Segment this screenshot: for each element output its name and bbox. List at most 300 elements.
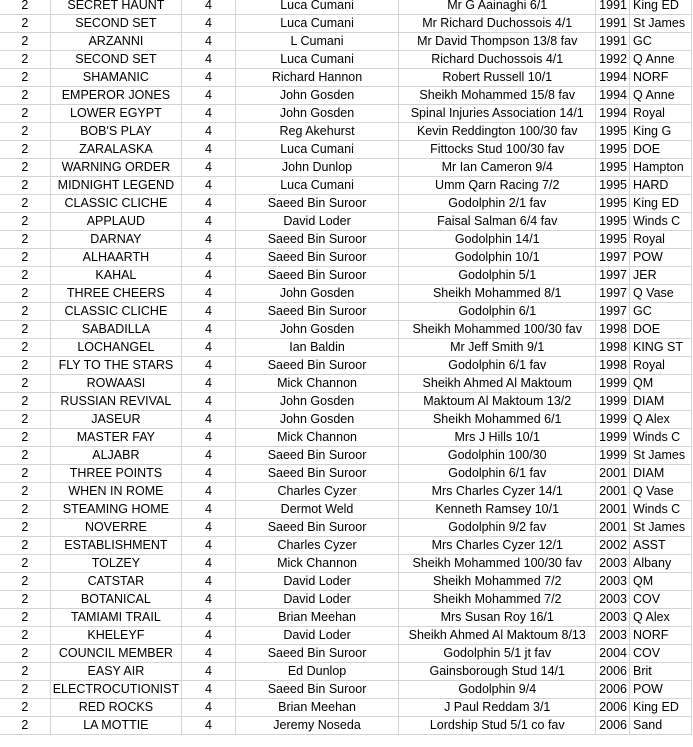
- age-cell[interactable]: 2: [0, 537, 50, 555]
- race-cell[interactable]: DIAM: [629, 393, 691, 411]
- owner-odds-cell[interactable]: Godolphin 14/1: [399, 231, 596, 249]
- trainer-cell[interactable]: Luca Cumani: [235, 0, 399, 15]
- age-cell[interactable]: 2: [0, 447, 50, 465]
- owner-odds-cell[interactable]: Mrs Charles Cyzer 12/1: [399, 537, 596, 555]
- age-cell[interactable]: 2: [0, 123, 50, 141]
- race-cell[interactable]: Hampton: [629, 159, 691, 177]
- trainer-cell[interactable]: Saeed Bin Suroor: [235, 447, 399, 465]
- owner-odds-cell[interactable]: Gainsborough Stud 14/1: [399, 663, 596, 681]
- race-cell[interactable]: DOE: [629, 321, 691, 339]
- age-cell[interactable]: 2: [0, 699, 50, 717]
- race-cell[interactable]: DIAM: [629, 465, 691, 483]
- owner-odds-cell[interactable]: Sheikh Mohammed 7/2: [399, 573, 596, 591]
- group-cell[interactable]: 4: [182, 0, 236, 15]
- group-cell[interactable]: 4: [182, 429, 236, 447]
- horse-cell[interactable]: ARZANNI: [50, 33, 181, 51]
- age-cell[interactable]: 2: [0, 609, 50, 627]
- year-cell[interactable]: 1994: [596, 87, 630, 105]
- age-cell[interactable]: 2: [0, 339, 50, 357]
- owner-odds-cell[interactable]: Sheikh Mohammed 7/2: [399, 591, 596, 609]
- age-cell[interactable]: 2: [0, 15, 50, 33]
- horse-cell[interactable]: COUNCIL MEMBER: [50, 645, 181, 663]
- owner-odds-cell[interactable]: Sheikh Mohammed 8/1: [399, 285, 596, 303]
- horse-cell[interactable]: THREE CHEERS: [50, 285, 181, 303]
- age-cell[interactable]: 2: [0, 177, 50, 195]
- year-cell[interactable]: 2002: [596, 537, 630, 555]
- group-cell[interactable]: 4: [182, 15, 236, 33]
- table-row: [0, 195, 692, 213]
- owner-odds-cell[interactable]: J Paul Reddam 3/1: [399, 699, 596, 717]
- race-cell[interactable]: GC: [629, 33, 691, 51]
- horse-cell[interactable]: THREE POINTS: [50, 465, 181, 483]
- table-row: [0, 519, 692, 537]
- age-cell[interactable]: 2: [0, 249, 50, 267]
- age-cell[interactable]: 2: [0, 285, 50, 303]
- race-cell[interactable]: Winds C: [629, 501, 691, 519]
- group-cell[interactable]: 4: [182, 321, 236, 339]
- group-cell[interactable]: 4: [182, 33, 236, 51]
- year-cell[interactable]: 1991: [596, 15, 630, 33]
- group-cell[interactable]: 4: [182, 591, 236, 609]
- table-row: [0, 537, 692, 555]
- horse-cell[interactable]: ROWAASI: [50, 375, 181, 393]
- trainer-cell[interactable]: John Gosden: [235, 87, 399, 105]
- owner-odds-cell[interactable]: Sheikh Mohammed 100/30 fav: [399, 321, 596, 339]
- age-cell[interactable]: 2: [0, 501, 50, 519]
- age-cell[interactable]: 2: [0, 555, 50, 573]
- race-cell[interactable]: NORF: [629, 69, 691, 87]
- horse-cell[interactable]: TOLZEY: [50, 555, 181, 573]
- horse-cell[interactable]: EMPEROR JONES: [50, 87, 181, 105]
- race-cell[interactable]: Sand: [629, 717, 691, 735]
- group-cell[interactable]: 4: [182, 177, 236, 195]
- age-cell[interactable]: 2: [0, 213, 50, 231]
- horse-cell[interactable]: MASTER FAY: [50, 429, 181, 447]
- horse-cell[interactable]: SECOND SET: [50, 51, 181, 69]
- owner-odds-cell[interactable]: Mr G Aainaghi 6/1: [399, 0, 596, 15]
- race-cell[interactable]: COV: [629, 645, 691, 663]
- race-cell[interactable]: ASST: [629, 537, 691, 555]
- year-cell[interactable]: 1995: [596, 231, 630, 249]
- owner-odds-cell[interactable]: Godolphin 9/2 fav: [399, 519, 596, 537]
- race-cell[interactable]: St James: [629, 15, 691, 33]
- group-cell[interactable]: 4: [182, 159, 236, 177]
- trainer-cell[interactable]: Ed Dunlop: [235, 663, 399, 681]
- owner-odds-cell[interactable]: Sheikh Ahmed Al Maktoum 8/13: [399, 627, 596, 645]
- owner-odds-cell[interactable]: Richard Duchossois 4/1: [399, 51, 596, 69]
- trainer-cell[interactable]: John Gosden: [235, 321, 399, 339]
- age-cell[interactable]: 2: [0, 429, 50, 447]
- trainer-cell[interactable]: David Loder: [235, 213, 399, 231]
- trainer-cell[interactable]: Brian Meehan: [235, 699, 399, 717]
- age-cell[interactable]: 2: [0, 195, 50, 213]
- table-row: [0, 15, 692, 33]
- trainer-cell[interactable]: Saeed Bin Suroor: [235, 267, 399, 285]
- trainer-cell[interactable]: Saeed Bin Suroor: [235, 231, 399, 249]
- owner-odds-cell[interactable]: Spinal Injuries Association 14/1: [399, 105, 596, 123]
- owner-odds-cell[interactable]: Faisal Salman 6/4 fav: [399, 213, 596, 231]
- race-cell[interactable]: Royal: [629, 231, 691, 249]
- age-cell[interactable]: 2: [0, 393, 50, 411]
- age-cell[interactable]: 2: [0, 411, 50, 429]
- age-cell[interactable]: 2: [0, 51, 50, 69]
- race-cell[interactable]: Q Anne: [629, 87, 691, 105]
- age-cell[interactable]: 2: [0, 267, 50, 285]
- owner-odds-cell[interactable]: Umm Qarn Racing 7/2: [399, 177, 596, 195]
- horse-cell[interactable]: SABADILLA: [50, 321, 181, 339]
- age-cell[interactable]: 2: [0, 105, 50, 123]
- race-cell[interactable]: HARD: [629, 177, 691, 195]
- horse-cell[interactable]: SECOND SET: [50, 15, 181, 33]
- race-cell[interactable]: St James: [629, 519, 691, 537]
- group-cell[interactable]: 4: [182, 87, 236, 105]
- group-cell[interactable]: 4: [182, 231, 236, 249]
- group-cell[interactable]: 4: [182, 249, 236, 267]
- year-cell[interactable]: 2006: [596, 699, 630, 717]
- race-cell[interactable]: King ED: [629, 195, 691, 213]
- trainer-cell[interactable]: L Cumani: [235, 33, 399, 51]
- race-cell[interactable]: JER: [629, 267, 691, 285]
- group-cell[interactable]: 4: [182, 393, 236, 411]
- trainer-cell[interactable]: John Gosden: [235, 285, 399, 303]
- trainer-cell[interactable]: Jeremy Noseda: [235, 717, 399, 735]
- age-cell[interactable]: 2: [0, 573, 50, 591]
- group-cell[interactable]: 4: [182, 285, 236, 303]
- race-cell[interactable]: Brit: [629, 663, 691, 681]
- trainer-cell[interactable]: Saeed Bin Suroor: [235, 465, 399, 483]
- year-cell[interactable]: 2006: [596, 681, 630, 699]
- age-cell[interactable]: 2: [0, 0, 50, 15]
- year-cell[interactable]: 2003: [596, 609, 630, 627]
- race-cell[interactable]: QM: [629, 375, 691, 393]
- horse-cell[interactable]: ZARALASKA: [50, 141, 181, 159]
- trainer-cell[interactable]: David Loder: [235, 573, 399, 591]
- owner-odds-cell[interactable]: Godolphin 5/1: [399, 267, 596, 285]
- year-cell[interactable]: 1995: [596, 177, 630, 195]
- horse-cell[interactable]: NOVERRE: [50, 519, 181, 537]
- group-cell[interactable]: 4: [182, 555, 236, 573]
- owner-odds-cell[interactable]: Robert Russell 10/1: [399, 69, 596, 87]
- year-cell[interactable]: 2001: [596, 501, 630, 519]
- table-row: [0, 501, 692, 519]
- owner-odds-cell[interactable]: Kenneth Ramsey 10/1: [399, 501, 596, 519]
- trainer-cell[interactable]: Saeed Bin Suroor: [235, 195, 399, 213]
- race-cell[interactable]: KING ST: [629, 339, 691, 357]
- race-cell[interactable]: Winds C: [629, 213, 691, 231]
- year-cell[interactable]: 2001: [596, 519, 630, 537]
- year-cell[interactable]: 1991: [596, 0, 630, 15]
- race-cell[interactable]: Q Vase: [629, 285, 691, 303]
- age-cell[interactable]: 2: [0, 483, 50, 501]
- race-cell[interactable]: Royal: [629, 105, 691, 123]
- horse-cell[interactable]: ESTABLISHMENT: [50, 537, 181, 555]
- race-cell[interactable]: POW: [629, 249, 691, 267]
- age-cell[interactable]: 2: [0, 645, 50, 663]
- race-cell[interactable]: DOE: [629, 141, 691, 159]
- trainer-cell[interactable]: Luca Cumani: [235, 141, 399, 159]
- group-cell[interactable]: 4: [182, 663, 236, 681]
- year-cell[interactable]: 2003: [596, 555, 630, 573]
- year-cell[interactable]: 1997: [596, 267, 630, 285]
- group-cell[interactable]: 4: [182, 609, 236, 627]
- owner-odds-cell[interactable]: Godolphin 6/1 fav: [399, 465, 596, 483]
- race-cell[interactable]: King ED: [629, 0, 691, 15]
- trainer-cell[interactable]: Mick Channon: [235, 375, 399, 393]
- year-cell[interactable]: 1999: [596, 411, 630, 429]
- year-cell[interactable]: 2003: [596, 591, 630, 609]
- age-cell[interactable]: 2: [0, 141, 50, 159]
- race-cell[interactable]: King G: [629, 123, 691, 141]
- owner-odds-cell[interactable]: Lordship Stud 5/1 co fav: [399, 717, 596, 735]
- trainer-cell[interactable]: Charles Cyzer: [235, 483, 399, 501]
- owner-odds-cell[interactable]: Godolphin 6/1 fav: [399, 357, 596, 375]
- year-cell[interactable]: 1995: [596, 195, 630, 213]
- year-cell[interactable]: 2006: [596, 663, 630, 681]
- owner-odds-cell[interactable]: Fittocks Stud 100/30 fav: [399, 141, 596, 159]
- horse-cell[interactable]: SECRET HAUNT: [50, 0, 181, 15]
- owner-odds-cell[interactable]: Godolphin 100/30: [399, 447, 596, 465]
- horse-cell[interactable]: KHELEYF: [50, 627, 181, 645]
- horse-cell[interactable]: LOWER EGYPT: [50, 105, 181, 123]
- group-cell[interactable]: 4: [182, 465, 236, 483]
- owner-odds-cell[interactable]: Mr Jeff Smith 9/1: [399, 339, 596, 357]
- year-cell[interactable]: 1992: [596, 51, 630, 69]
- horse-cell[interactable]: SHAMANIC: [50, 69, 181, 87]
- race-cell[interactable]: Winds C: [629, 429, 691, 447]
- year-cell[interactable]: 1999: [596, 393, 630, 411]
- horse-cell[interactable]: STEAMING HOME: [50, 501, 181, 519]
- age-cell[interactable]: 2: [0, 69, 50, 87]
- table-row: [0, 627, 692, 645]
- owner-odds-cell[interactable]: Sheikh Mohammed 6/1: [399, 411, 596, 429]
- trainer-cell[interactable]: John Gosden: [235, 393, 399, 411]
- trainer-cell[interactable]: Richard Hannon: [235, 69, 399, 87]
- trainer-cell[interactable]: Mick Channon: [235, 555, 399, 573]
- age-cell[interactable]: 2: [0, 627, 50, 645]
- trainer-cell[interactable]: Saeed Bin Suroor: [235, 645, 399, 663]
- trainer-cell[interactable]: Saeed Bin Suroor: [235, 303, 399, 321]
- year-cell[interactable]: 1995: [596, 141, 630, 159]
- horse-cell[interactable]: WHEN IN ROME: [50, 483, 181, 501]
- race-cell[interactable]: COV: [629, 591, 691, 609]
- race-cell[interactable]: St James: [629, 447, 691, 465]
- horse-cell[interactable]: LOCHANGEL: [50, 339, 181, 357]
- year-cell[interactable]: 1999: [596, 429, 630, 447]
- year-cell[interactable]: 1999: [596, 447, 630, 465]
- year-cell[interactable]: 1998: [596, 321, 630, 339]
- horse-cell[interactable]: DARNAY: [50, 231, 181, 249]
- age-cell[interactable]: 2: [0, 591, 50, 609]
- group-cell[interactable]: 4: [182, 69, 236, 87]
- owner-odds-cell[interactable]: Maktoum Al Maktoum 13/2: [399, 393, 596, 411]
- year-cell[interactable]: 1991: [596, 33, 630, 51]
- trainer-cell[interactable]: Saeed Bin Suroor: [235, 357, 399, 375]
- group-cell[interactable]: 4: [182, 717, 236, 735]
- horse-cell[interactable]: ALJABR: [50, 447, 181, 465]
- owner-odds-cell[interactable]: Mr Ian Cameron 9/4: [399, 159, 596, 177]
- group-cell[interactable]: 4: [182, 573, 236, 591]
- trainer-cell[interactable]: Dermot Weld: [235, 501, 399, 519]
- race-cell[interactable]: Q Anne: [629, 51, 691, 69]
- trainer-cell[interactable]: Mick Channon: [235, 429, 399, 447]
- group-cell[interactable]: 4: [182, 447, 236, 465]
- age-cell[interactable]: 2: [0, 519, 50, 537]
- table-row: [0, 393, 692, 411]
- year-cell[interactable]: 2003: [596, 627, 630, 645]
- age-cell[interactable]: 2: [0, 87, 50, 105]
- age-cell[interactable]: 2: [0, 231, 50, 249]
- group-cell[interactable]: 4: [182, 105, 236, 123]
- age-cell[interactable]: 2: [0, 375, 50, 393]
- age-cell[interactable]: 2: [0, 465, 50, 483]
- trainer-cell[interactable]: John Gosden: [235, 105, 399, 123]
- year-cell[interactable]: 1994: [596, 105, 630, 123]
- age-cell[interactable]: 2: [0, 303, 50, 321]
- horse-cell[interactable]: WARNING ORDER: [50, 159, 181, 177]
- group-cell[interactable]: 4: [182, 537, 236, 555]
- horse-cell[interactable]: APPLAUD: [50, 213, 181, 231]
- group-cell[interactable]: 4: [182, 195, 236, 213]
- trainer-cell[interactable]: Saeed Bin Suroor: [235, 519, 399, 537]
- age-cell[interactable]: 2: [0, 33, 50, 51]
- owner-odds-cell[interactable]: Mrs Charles Cyzer 14/1: [399, 483, 596, 501]
- year-cell[interactable]: 2004: [596, 645, 630, 663]
- race-cell[interactable]: QM: [629, 573, 691, 591]
- year-cell[interactable]: 2003: [596, 573, 630, 591]
- trainer-cell[interactable]: David Loder: [235, 591, 399, 609]
- table-row: [0, 321, 692, 339]
- horse-cell[interactable]: TAMIAMI TRAIL: [50, 609, 181, 627]
- race-cell[interactable]: Q Alex: [629, 411, 691, 429]
- race-cell[interactable]: GC: [629, 303, 691, 321]
- year-cell[interactable]: 2001: [596, 483, 630, 501]
- group-cell[interactable]: 4: [182, 375, 236, 393]
- owner-odds-cell[interactable]: Godolphin 9/4: [399, 681, 596, 699]
- owner-odds-cell[interactable]: Godolphin 2/1 fav: [399, 195, 596, 213]
- year-cell[interactable]: 1994: [596, 69, 630, 87]
- horse-cell[interactable]: CATSTAR: [50, 573, 181, 591]
- year-cell[interactable]: 1995: [596, 213, 630, 231]
- owner-odds-cell[interactable]: Sheikh Mohammed 100/30 fav: [399, 555, 596, 573]
- owner-odds-cell[interactable]: Mr Richard Duchossois 4/1: [399, 15, 596, 33]
- year-cell[interactable]: 1995: [596, 159, 630, 177]
- horse-cell[interactable]: RUSSIAN REVIVAL: [50, 393, 181, 411]
- trainer-cell[interactable]: John Dunlop: [235, 159, 399, 177]
- owner-odds-cell[interactable]: Kevin Reddington 100/30 fav: [399, 123, 596, 141]
- table-row: [0, 357, 692, 375]
- year-cell[interactable]: 1999: [596, 375, 630, 393]
- age-cell[interactable]: 2: [0, 357, 50, 375]
- group-cell[interactable]: 4: [182, 339, 236, 357]
- age-cell[interactable]: 2: [0, 717, 50, 735]
- group-cell[interactable]: 4: [182, 357, 236, 375]
- group-cell[interactable]: 4: [182, 123, 236, 141]
- race-cell[interactable]: POW: [629, 681, 691, 699]
- group-cell[interactable]: 4: [182, 645, 236, 663]
- trainer-cell[interactable]: Luca Cumani: [235, 51, 399, 69]
- horse-cell[interactable]: EASY AIR: [50, 663, 181, 681]
- owner-odds-cell[interactable]: Sheikh Ahmed Al Maktoum: [399, 375, 596, 393]
- horse-cell[interactable]: RED ROCKS: [50, 699, 181, 717]
- horse-cell[interactable]: ELECTROCUTIONIST: [50, 681, 181, 699]
- horse-cell[interactable]: LA MOTTIE: [50, 717, 181, 735]
- trainer-cell[interactable]: Saeed Bin Suroor: [235, 249, 399, 267]
- group-cell[interactable]: 4: [182, 51, 236, 69]
- group-cell[interactable]: 4: [182, 213, 236, 231]
- race-cell[interactable]: Albany: [629, 555, 691, 573]
- owner-odds-cell[interactable]: Godolphin 6/1: [399, 303, 596, 321]
- race-cell[interactable]: Q Vase: [629, 483, 691, 501]
- year-cell[interactable]: 1997: [596, 249, 630, 267]
- trainer-cell[interactable]: Charles Cyzer: [235, 537, 399, 555]
- horse-cell[interactable]: BOTANICAL: [50, 591, 181, 609]
- trainer-cell[interactable]: David Loder: [235, 627, 399, 645]
- table-row: [0, 591, 692, 609]
- year-cell[interactable]: 2001: [596, 465, 630, 483]
- horse-cell[interactable]: BOB'S PLAY: [50, 123, 181, 141]
- horse-cell[interactable]: MIDNIGHT LEGEND: [50, 177, 181, 195]
- table-row: [0, 681, 692, 699]
- group-cell[interactable]: 4: [182, 483, 236, 501]
- group-cell[interactable]: 4: [182, 141, 236, 159]
- race-cell[interactable]: Q Alex: [629, 609, 691, 627]
- horse-cell[interactable]: CLASSIC CLICHE: [50, 303, 181, 321]
- owner-odds-cell[interactable]: Sheikh Mohammed 15/8 fav: [399, 87, 596, 105]
- trainer-cell[interactable]: Luca Cumani: [235, 177, 399, 195]
- horse-cell[interactable]: KAHAL: [50, 267, 181, 285]
- trainer-cell[interactable]: Brian Meehan: [235, 609, 399, 627]
- trainer-cell[interactable]: Ian Baldin: [235, 339, 399, 357]
- trainer-cell[interactable]: John Gosden: [235, 411, 399, 429]
- group-cell[interactable]: 4: [182, 411, 236, 429]
- year-cell[interactable]: 1997: [596, 285, 630, 303]
- year-cell[interactable]: 1995: [596, 123, 630, 141]
- group-cell[interactable]: 4: [182, 699, 236, 717]
- table-row: [0, 105, 692, 123]
- race-cell[interactable]: Royal: [629, 357, 691, 375]
- age-cell[interactable]: 2: [0, 321, 50, 339]
- year-cell[interactable]: 1998: [596, 339, 630, 357]
- owner-odds-cell[interactable]: Mrs J Hills 10/1: [399, 429, 596, 447]
- trainer-cell[interactable]: Reg Akehurst: [235, 123, 399, 141]
- table-row: [0, 87, 692, 105]
- horse-cell[interactable]: FLY TO THE STARS: [50, 357, 181, 375]
- group-cell[interactable]: 4: [182, 681, 236, 699]
- age-cell[interactable]: 2: [0, 663, 50, 681]
- horse-cell[interactable]: ALHAARTH: [50, 249, 181, 267]
- owner-odds-cell[interactable]: Mr David Thompson 13/8 fav: [399, 33, 596, 51]
- group-cell[interactable]: 4: [182, 519, 236, 537]
- year-cell[interactable]: 1998: [596, 357, 630, 375]
- year-cell[interactable]: 2006: [596, 717, 630, 735]
- horse-cell[interactable]: CLASSIC CLICHE: [50, 195, 181, 213]
- race-cell[interactable]: King ED: [629, 699, 691, 717]
- group-cell[interactable]: 4: [182, 627, 236, 645]
- owner-odds-cell[interactable]: Godolphin 10/1: [399, 249, 596, 267]
- age-cell[interactable]: 2: [0, 681, 50, 699]
- race-cell[interactable]: NORF: [629, 627, 691, 645]
- owner-odds-cell[interactable]: Mrs Susan Roy 16/1: [399, 609, 596, 627]
- age-cell[interactable]: 2: [0, 159, 50, 177]
- group-cell[interactable]: 4: [182, 267, 236, 285]
- group-cell[interactable]: 4: [182, 303, 236, 321]
- trainer-cell[interactable]: Saeed Bin Suroor: [235, 681, 399, 699]
- horse-cell[interactable]: JASEUR: [50, 411, 181, 429]
- year-cell[interactable]: 1997: [596, 303, 630, 321]
- owner-odds-cell[interactable]: Godolphin 5/1 jt fav: [399, 645, 596, 663]
- group-cell[interactable]: 4: [182, 501, 236, 519]
- trainer-cell[interactable]: Luca Cumani: [235, 15, 399, 33]
